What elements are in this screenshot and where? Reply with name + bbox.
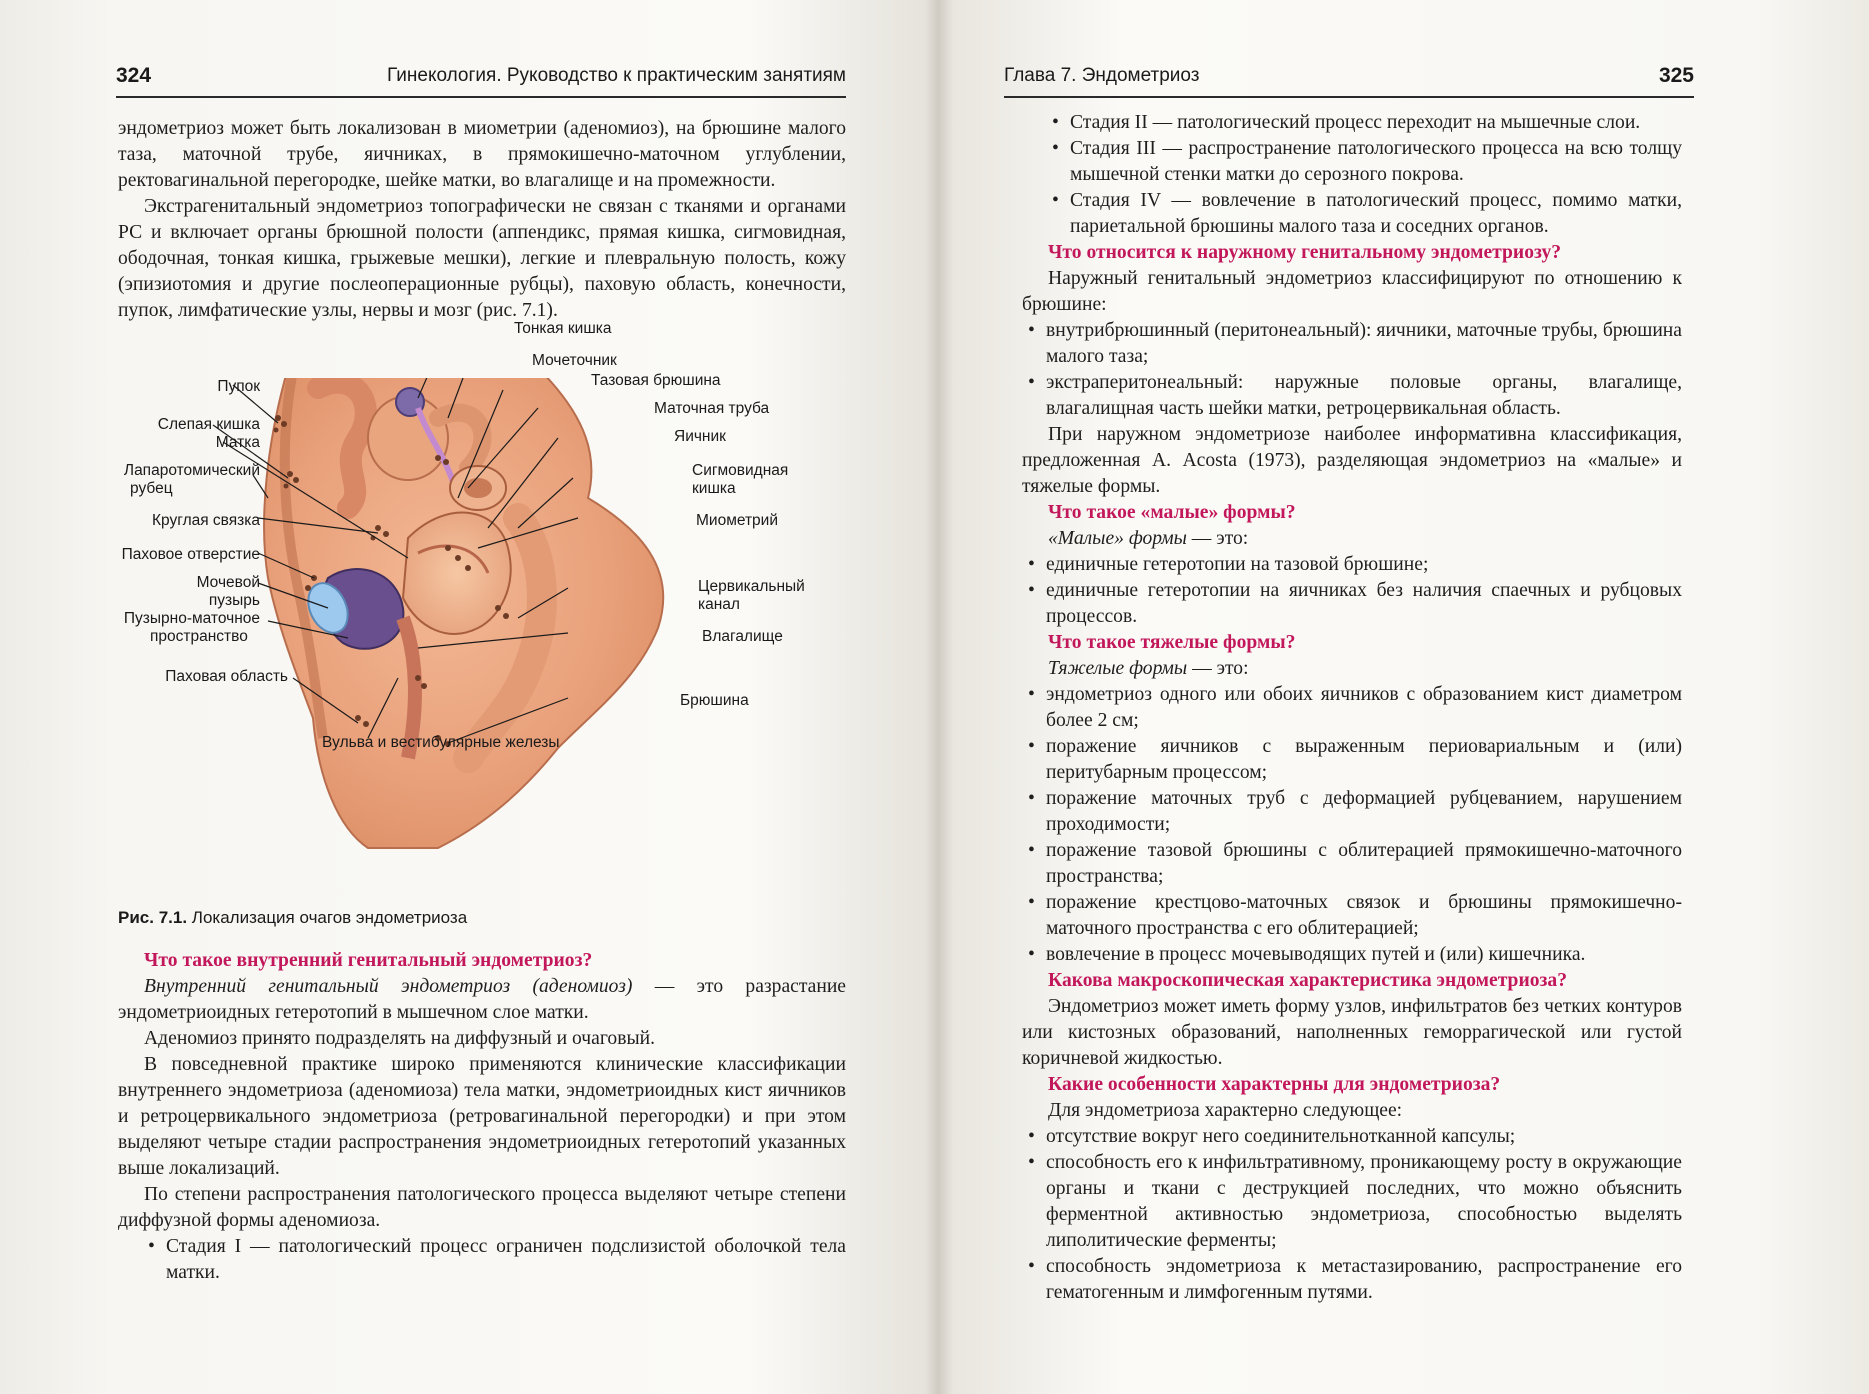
running-head-right [1004, 62, 1694, 98]
definition-term: Тяжелые формы [1048, 658, 1188, 679]
label-vagina: Влагалище [702, 628, 783, 645]
list-item: • способность эндометриоза к метастазированию, распространение его гематогенным и лимфогенным путями. [1028, 1254, 1682, 1306]
label-cecum: Слепая кишка [157, 416, 260, 433]
paragraph: Экстрагенитальный эндометриоз топографически не связан с тканями и органами РС и включает органы брюшной полости (аппендикс, прямая кишка, сигмовидная, ободочная, тонкая кишка, грыжевые мешки), легкие и плевральную полость, кожу (эпизиотомия и другие послеоперационные рубцы), паховую область, конечности, пупок, лимфатические узлы, нервы и мозг (рис. 7.1). [118, 196, 846, 321]
section-question: Что такое «малые» формы? [1048, 502, 1296, 523]
definition [1022, 526, 1682, 552]
label-fallopian-tube: Маточная труба [654, 400, 770, 417]
label-bladder-1: Мочевой [196, 574, 260, 591]
label-ureter: Мочеточник [532, 352, 617, 369]
list-item: • единичные гетеротопии на яичниках без наличия спаечных и рубцовых процессов. [1028, 578, 1682, 630]
bullet-list [1022, 682, 1682, 968]
running-title: Гинекология. Руководство к практическим занятиям [387, 65, 846, 86]
page-number: 325 [1658, 64, 1694, 87]
label-sigmoid-colon-2: кишка [692, 480, 736, 497]
paragraph: При наружном эндометриозе наиболее информативна классификация, предложенная А. Acosta (1973), разделяющая эндометриоз на «малые» и тяжелые формы. [1022, 424, 1682, 497]
label-sigmoid-colon-1: Сигмовидная [692, 462, 789, 479]
left-page [0, 0, 934, 1394]
section-question: Какие особенности характерны для эндометриоза? [1048, 1074, 1501, 1095]
label-vesico-1: Пузырно-маточное [123, 610, 260, 627]
list-item: • способность его к инфильтративному, проникающему росту в окружающие органы и ткани с деструкцией последних, что можно объяснить ферментной активностью эндометриоза, способностью выделять липолитические ферменты; [1028, 1150, 1682, 1254]
label-cervical-canal-2: канал [698, 596, 740, 613]
definition-term: Внутренний генитальный эндометриоз (аденомиоз) [144, 976, 633, 997]
label-small-intestine: Тонкая кишка [514, 320, 612, 337]
definition-rest: — это разрастание эндометриоидных гетеротопий в мышечном слое матки. [118, 976, 846, 1023]
label-scar-1: Лапаротомический [123, 462, 260, 479]
list-item: • Стадия III — распространение патологического процесса на всю толщу мышечной стенки матки до серозного покрова. [1052, 136, 1682, 188]
list-item: • поражение тазовой брюшины с облитерацией прямокишечно-маточного пространства; [1028, 838, 1682, 890]
definition [1022, 656, 1682, 682]
list-item: • Стадия II — патологический процесс переходит на мышечные слои. [1052, 110, 1682, 136]
page-number: 324 [116, 64, 152, 87]
label-vesico-2: пространство [150, 628, 248, 645]
anatomy-figure [118, 320, 858, 888]
label-peritoneum: Брюшина [680, 692, 749, 709]
list-item: • внутрибрюшинный (перитонеальный): яичники, маточные трубы, брюшина малого таза; [1028, 318, 1682, 370]
bullet-list [1022, 552, 1682, 630]
label-scar-2: рубец [130, 480, 173, 497]
definition-term: «Малые» формы [1048, 528, 1187, 549]
list-item: • Стадия IV — вовлечение в патологический процесс, помимо матки, париетальной брюшины малого таза и соседних органов. [1052, 188, 1682, 240]
list-item: • отсутствие вокруг него соединительнотканной капсулы; [1028, 1124, 1682, 1150]
list-item: • экстраперитонеальный: наружные половые органы, влагалище, влагалищная часть шейки матки, ретроцервикальная область. [1028, 370, 1682, 422]
label-inguinal-opening: Паховое отверстие [121, 546, 260, 563]
label-inguinal-area: Паховая область [165, 668, 288, 685]
intro-text [118, 116, 846, 324]
label-navel: Пупок [217, 378, 260, 395]
paragraph: Наружный генитальный эндометриоз классифицируют по отношению к брюшине: [1022, 268, 1682, 315]
paragraph: эндометриоз может быть локализован в миометрии (аденомиоз), на брюшине малого таза, маточной трубе, яичниках, в прямокишечно-маточном углублении, ректовагинальной перегородке, шейке матки, во влагалище и на промежности. [118, 118, 846, 191]
figure-caption [118, 908, 467, 928]
paragraph: Аденомиоз принято подразделять на диффузный и очаговый. [144, 1028, 655, 1049]
section-question: Что такое внутренний генитальный эндометриоз? [144, 950, 593, 971]
definition-rest: — это: [1187, 658, 1249, 679]
label-cervical-canal-1: Цервикальный [698, 578, 805, 595]
caption-number: Рис. 7.1. [118, 908, 188, 927]
running-title: Глава 7. Эндометриоз [1004, 65, 1200, 86]
label-bladder-2: пузырь [208, 592, 260, 609]
definition [118, 974, 846, 1026]
list-item: • вовлечение в процесс мочевыводящих путей и (или) кишечника. [1028, 942, 1682, 968]
paragraph: Для эндометриоза характерно следующее: [1048, 1100, 1403, 1121]
label-pelvic-peritoneum: Тазовая брюшина [591, 372, 721, 389]
list-item: • Стадия I — патологический процесс ограничен подслизистой оболочкой тела матки. [148, 1234, 846, 1286]
label-round-ligament: Круглая связка [152, 512, 260, 529]
stage-list [1022, 110, 1682, 240]
right-text [1022, 110, 1682, 1306]
definition-rest: — это: [1186, 528, 1249, 549]
bullet-list [1022, 1124, 1682, 1306]
bullet-list [1022, 318, 1682, 422]
section-question: Какова макроскопическая характеристика эндометриоза? [1048, 970, 1568, 991]
section-question: Что относится к наружному генитальному эндометриозу? [1048, 242, 1562, 263]
right-page [934, 0, 1869, 1394]
paragraph: По степени распространения патологического процесса выделяют четыре степени диффузной формы аденомиоза. [118, 1184, 846, 1231]
label-vulva: Вульва и вестибулярные железы [322, 734, 560, 751]
adenomyosis-text [118, 948, 846, 1286]
list-item: • поражение маточных труб с деформацией рубцеванием, нарушением проходимости; [1028, 786, 1682, 838]
list-item: • единичные гетеротопии на тазовой брюшине; [1028, 552, 1682, 578]
list-item: • поражение крестцово-маточных связок и брюшины прямокишечно-маточного пространства с его облитерацией; [1028, 890, 1682, 942]
label-uterus: Матка [215, 434, 260, 451]
stage-list [118, 1234, 846, 1286]
list-item: • поражение яичников с выраженным периовариальным и (или) перитубарным процессом; [1028, 734, 1682, 786]
section-question: Что такое тяжелые формы? [1048, 632, 1296, 653]
paragraph: В повседневной практике широко применяются клинические классификации внутреннего эндометриоза (аденомиоза) тела матки, эндометриоидных кист яичников и ретроцервикального эндометриоза (ретровагинальной перегородки) и при этом выделяют четыре стадии распространения эндометриоидных гетеротопий указанных выше локализаций. [118, 1054, 846, 1179]
list-item: • эндометриоз одного или обоих яичников с образованием кист диаметром более 2 см; [1028, 682, 1682, 734]
running-head-left [116, 62, 846, 98]
caption-text: Локализация очагов эндометриоза [191, 908, 468, 927]
label-ovary: Яичник [674, 428, 726, 445]
paragraph: Эндометриоз может иметь форму узлов, инфильтратов без четких контуров или кистозных образований, наполненных геморрагической или густой коричневой жидкостью. [1022, 996, 1682, 1069]
label-myometrium: Миометрий [696, 512, 778, 529]
